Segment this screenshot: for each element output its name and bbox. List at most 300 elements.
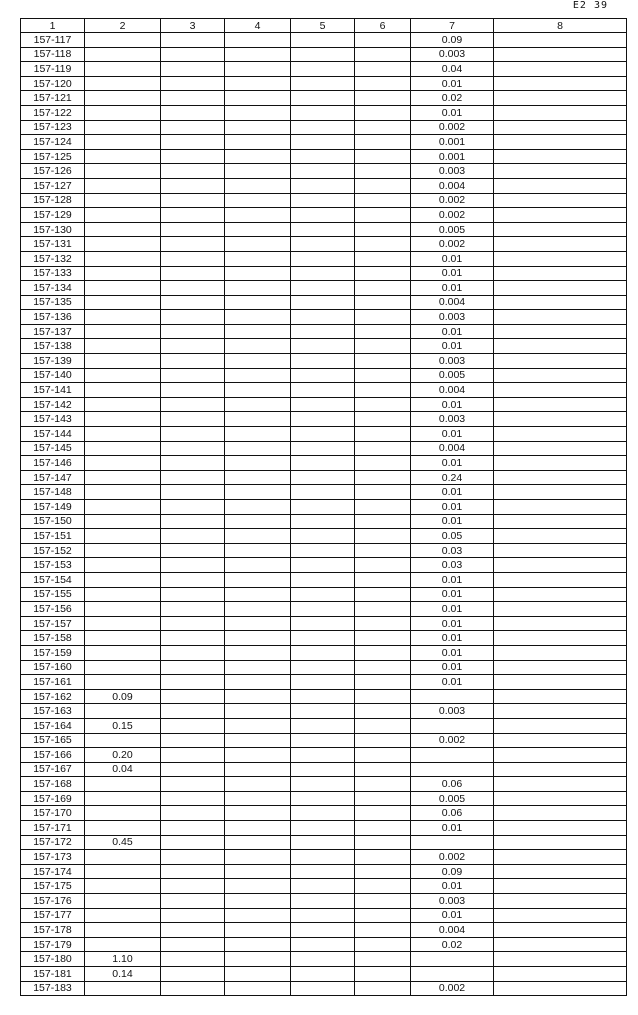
column-2-cell [85,879,161,894]
column-3-cell [161,135,225,150]
sample-id-cell: 157-129 [21,208,85,223]
column-4-cell [225,135,291,150]
column-2-cell [85,208,161,223]
column-7-cell: 0.002 [411,981,494,996]
column-3-cell [161,237,225,252]
column-4-cell [225,894,291,909]
column-6-cell [355,587,411,602]
column-8-cell [494,645,627,660]
column-3-cell [161,806,225,821]
column-6-cell [355,660,411,675]
sample-id-cell: 157-174 [21,864,85,879]
column-7-cell [411,748,494,763]
column-4-cell [225,383,291,398]
column-2-cell [85,149,161,164]
column-4-cell [225,368,291,383]
column-3-cell [161,689,225,704]
column-6-cell [355,718,411,733]
column-7-cell: 0.005 [411,368,494,383]
column-8-cell [494,383,627,398]
sample-id-cell: 157-147 [21,470,85,485]
column-8-cell [494,689,627,704]
column-3-cell [161,616,225,631]
table-row [21,981,627,996]
column-7-cell: 0.01 [411,427,494,442]
column-5-cell [291,397,355,412]
sample-id-cell: 157-149 [21,500,85,515]
column-5-cell [291,733,355,748]
column-2-cell [85,543,161,558]
sample-id-cell: 157-121 [21,91,85,106]
column-4-cell [225,616,291,631]
column-7-cell: 0.01 [411,572,494,587]
table-row [21,441,627,456]
column-3-cell [161,704,225,719]
column-5-cell [291,572,355,587]
column-7-cell: 0.002 [411,733,494,748]
table-row [21,164,627,179]
column-7-cell: 0.004 [411,295,494,310]
column-5-cell [291,91,355,106]
column-4-cell [225,733,291,748]
column-2-cell [85,441,161,456]
column-4-cell [225,91,291,106]
column-2-cell [85,572,161,587]
column-header-1: 1 [21,19,85,33]
column-4-cell [225,76,291,91]
sample-id-cell: 157-144 [21,427,85,442]
table-row [21,704,627,719]
column-6-cell [355,441,411,456]
column-3-cell [161,427,225,442]
column-2-cell [85,281,161,296]
sample-id-cell: 157-153 [21,558,85,573]
column-4-cell [225,120,291,135]
column-4-cell [225,529,291,544]
sample-id-cell: 157-120 [21,76,85,91]
column-6-cell [355,383,411,398]
column-4-cell [225,178,291,193]
sample-id-cell: 157-122 [21,105,85,120]
column-5-cell [291,470,355,485]
table-row [21,456,627,471]
sample-id-cell: 157-127 [21,178,85,193]
table-row [21,748,627,763]
column-3-cell [161,572,225,587]
column-2-cell [85,427,161,442]
column-2-cell [85,47,161,62]
sample-id-cell: 157-146 [21,456,85,471]
column-6-cell [355,631,411,646]
table-row [21,354,627,369]
column-6-cell [355,850,411,865]
column-8-cell [494,76,627,91]
column-2-cell [85,62,161,77]
table-row [21,295,627,310]
table-row [21,383,627,398]
column-7-cell: 0.02 [411,91,494,106]
column-4-cell [225,543,291,558]
column-6-cell [355,237,411,252]
column-2-cell [85,806,161,821]
column-2-cell [85,33,161,48]
column-4-cell [225,295,291,310]
column-4-cell [225,864,291,879]
sample-id-cell: 157-157 [21,616,85,631]
table-row [21,427,627,442]
column-3-cell [161,412,225,427]
sample-id-cell: 157-165 [21,733,85,748]
table-row [21,806,627,821]
column-header-5: 5 [291,19,355,33]
column-6-cell [355,894,411,909]
table-row [21,937,627,952]
column-3-cell [161,368,225,383]
sample-id-cell: 157-180 [21,952,85,967]
column-2-cell [85,237,161,252]
table-row [21,120,627,135]
column-3-cell [161,923,225,938]
column-7-cell: 0.004 [411,923,494,938]
column-3-cell [161,894,225,909]
column-5-cell [291,251,355,266]
column-6-cell [355,397,411,412]
column-6-cell [355,879,411,894]
table-row [21,485,627,500]
column-2-cell [85,91,161,106]
table-row [21,149,627,164]
column-6-cell [355,821,411,836]
column-5-cell [291,718,355,733]
column-6-cell [355,835,411,850]
table-row [21,135,627,150]
column-6-cell [355,470,411,485]
column-7-cell: 0.01 [411,616,494,631]
column-2-cell [85,850,161,865]
column-6-cell [355,748,411,763]
column-2-cell [85,908,161,923]
table-row [21,237,627,252]
column-3-cell [161,193,225,208]
column-3-cell [161,339,225,354]
column-3-cell [161,62,225,77]
column-2-cell [85,616,161,631]
column-2-cell [85,76,161,91]
table-row [21,193,627,208]
column-2-cell [85,324,161,339]
column-4-cell [225,485,291,500]
column-4-cell [225,164,291,179]
column-2-cell [85,675,161,690]
column-6-cell [355,937,411,952]
column-4-cell [225,879,291,894]
column-8-cell [494,923,627,938]
sample-id-cell: 157-118 [21,47,85,62]
sample-id-cell: 157-124 [21,135,85,150]
column-7-cell: 0.01 [411,266,494,281]
column-4-cell [225,835,291,850]
column-2-cell [85,222,161,237]
table-row [21,645,627,660]
table-row [21,529,627,544]
sample-id-cell: 157-154 [21,572,85,587]
sample-id-cell: 157-140 [21,368,85,383]
column-7-cell: 0.01 [411,105,494,120]
sample-id-cell: 157-136 [21,310,85,325]
table-row [21,470,627,485]
column-2-cell [85,704,161,719]
column-8-cell [494,251,627,266]
table-row [21,91,627,106]
column-3-cell [161,354,225,369]
column-8-cell [494,967,627,982]
table-row [21,967,627,982]
column-2-cell [85,777,161,792]
column-6-cell [355,500,411,515]
column-4-cell [225,105,291,120]
column-2-cell [85,266,161,281]
column-header-6: 6 [355,19,411,33]
column-2-cell [85,631,161,646]
sample-id-cell: 157-170 [21,806,85,821]
column-5-cell [291,500,355,515]
column-5-cell [291,821,355,836]
column-4-cell [225,251,291,266]
column-4-cell [225,806,291,821]
column-3-cell [161,543,225,558]
table-row [21,864,627,879]
column-4-cell [225,441,291,456]
column-3-cell [161,602,225,617]
sample-id-cell: 157-119 [21,62,85,77]
table-row [21,76,627,91]
column-2-cell [85,164,161,179]
column-4-cell [225,952,291,967]
column-3-cell [161,33,225,48]
column-8-cell [494,412,627,427]
column-5-cell [291,762,355,777]
column-7-cell: 0.01 [411,879,494,894]
column-8-cell [494,368,627,383]
column-5-cell [291,908,355,923]
column-6-cell [355,616,411,631]
column-2-cell [85,558,161,573]
column-5-cell [291,587,355,602]
column-2-cell [85,894,161,909]
column-3-cell [161,295,225,310]
column-6-cell [355,295,411,310]
column-5-cell [291,864,355,879]
column-8-cell [494,237,627,252]
table-body [21,33,627,996]
column-6-cell [355,120,411,135]
column-7-cell: 0.01 [411,76,494,91]
column-8-cell [494,718,627,733]
page-reference: E2 39 [572,0,608,11]
column-7-cell [411,689,494,704]
column-7-cell: 0.01 [411,500,494,515]
column-4-cell [225,660,291,675]
column-7-cell: 0.01 [411,660,494,675]
column-8-cell [494,120,627,135]
column-8-cell [494,835,627,850]
sample-id-cell: 157-173 [21,850,85,865]
column-2-cell [85,864,161,879]
column-3-cell [161,105,225,120]
column-7-cell: 0.005 [411,222,494,237]
column-4-cell [225,339,291,354]
column-6-cell [355,762,411,777]
sample-id-cell: 157-126 [21,164,85,179]
column-7-cell: 0.01 [411,485,494,500]
column-4-cell [225,266,291,281]
column-8-cell [494,821,627,836]
column-7-cell: 0.01 [411,908,494,923]
column-8-cell [494,675,627,690]
column-5-cell [291,339,355,354]
column-7-cell: 0.001 [411,149,494,164]
column-3-cell [161,441,225,456]
table-row [21,222,627,237]
column-6-cell [355,76,411,91]
column-7-cell: 0.003 [411,310,494,325]
column-5-cell [291,33,355,48]
column-4-cell [225,310,291,325]
column-6-cell [355,135,411,150]
column-2-cell: 0.45 [85,835,161,850]
column-8-cell [494,558,627,573]
column-3-cell [161,879,225,894]
column-4-cell [225,47,291,62]
column-7-cell: 0.003 [411,704,494,719]
column-8-cell [494,178,627,193]
table-row [21,62,627,77]
sample-id-cell: 157-133 [21,266,85,281]
column-7-cell: 0.003 [411,354,494,369]
column-8-cell [494,514,627,529]
column-7-cell: 0.09 [411,864,494,879]
sample-id-cell: 157-168 [21,777,85,792]
column-5-cell [291,62,355,77]
column-3-cell [161,383,225,398]
column-2-cell: 0.14 [85,967,161,982]
column-2-cell [85,251,161,266]
column-5-cell [291,310,355,325]
column-8-cell [494,149,627,164]
column-4-cell [225,281,291,296]
column-6-cell [355,178,411,193]
column-2-cell [85,602,161,617]
sample-id-cell: 157-167 [21,762,85,777]
column-6-cell [355,981,411,996]
column-3-cell [161,733,225,748]
column-5-cell [291,777,355,792]
column-5-cell [291,237,355,252]
column-6-cell [355,791,411,806]
column-6-cell [355,704,411,719]
column-6-cell [355,91,411,106]
column-3-cell [161,981,225,996]
table-row [21,543,627,558]
sample-id-cell: 157-134 [21,281,85,296]
column-6-cell [355,427,411,442]
column-5-cell [291,543,355,558]
table-row [21,718,627,733]
column-2-cell [85,178,161,193]
column-2-cell [85,500,161,515]
column-2-cell [85,310,161,325]
column-4-cell [225,908,291,923]
sample-id-cell: 157-169 [21,791,85,806]
column-2-cell: 0.20 [85,748,161,763]
column-2-cell [85,937,161,952]
table-row [21,821,627,836]
column-7-cell: 0.003 [411,164,494,179]
sample-id-cell: 157-130 [21,222,85,237]
column-3-cell [161,864,225,879]
column-4-cell [225,427,291,442]
column-7-cell: 0.01 [411,324,494,339]
column-6-cell [355,777,411,792]
column-7-cell: 0.24 [411,470,494,485]
column-6-cell [355,558,411,573]
column-8-cell [494,616,627,631]
table-row [21,894,627,909]
column-8-cell [494,324,627,339]
column-4-cell [225,572,291,587]
column-7-cell: 0.004 [411,383,494,398]
column-3-cell [161,91,225,106]
column-3-cell [161,821,225,836]
sample-id-cell: 157-148 [21,485,85,500]
column-3-cell [161,777,225,792]
column-4-cell [225,500,291,515]
column-5-cell [291,266,355,281]
table-row [21,835,627,850]
sample-id-cell: 157-117 [21,33,85,48]
column-7-cell: 0.04 [411,62,494,77]
sample-id-cell: 157-171 [21,821,85,836]
column-5-cell [291,354,355,369]
column-5-cell [291,514,355,529]
column-5-cell [291,660,355,675]
column-6-cell [355,324,411,339]
column-3-cell [161,266,225,281]
column-3-cell [161,281,225,296]
column-3-cell [161,791,225,806]
column-4-cell [225,354,291,369]
column-7-cell: 0.09 [411,33,494,48]
column-6-cell [355,149,411,164]
sample-id-cell: 157-152 [21,543,85,558]
column-5-cell [291,952,355,967]
table-row [21,660,627,675]
column-7-cell: 0.004 [411,441,494,456]
column-4-cell [225,324,291,339]
column-2-cell [85,135,161,150]
column-7-cell: 0.01 [411,397,494,412]
column-7-cell: 0.01 [411,514,494,529]
column-5-cell [291,76,355,91]
column-2-cell [85,368,161,383]
column-6-cell [355,733,411,748]
column-5-cell [291,222,355,237]
sample-id-cell: 157-128 [21,193,85,208]
column-5-cell [291,791,355,806]
column-6-cell [355,251,411,266]
column-6-cell [355,514,411,529]
column-2-cell [85,412,161,427]
